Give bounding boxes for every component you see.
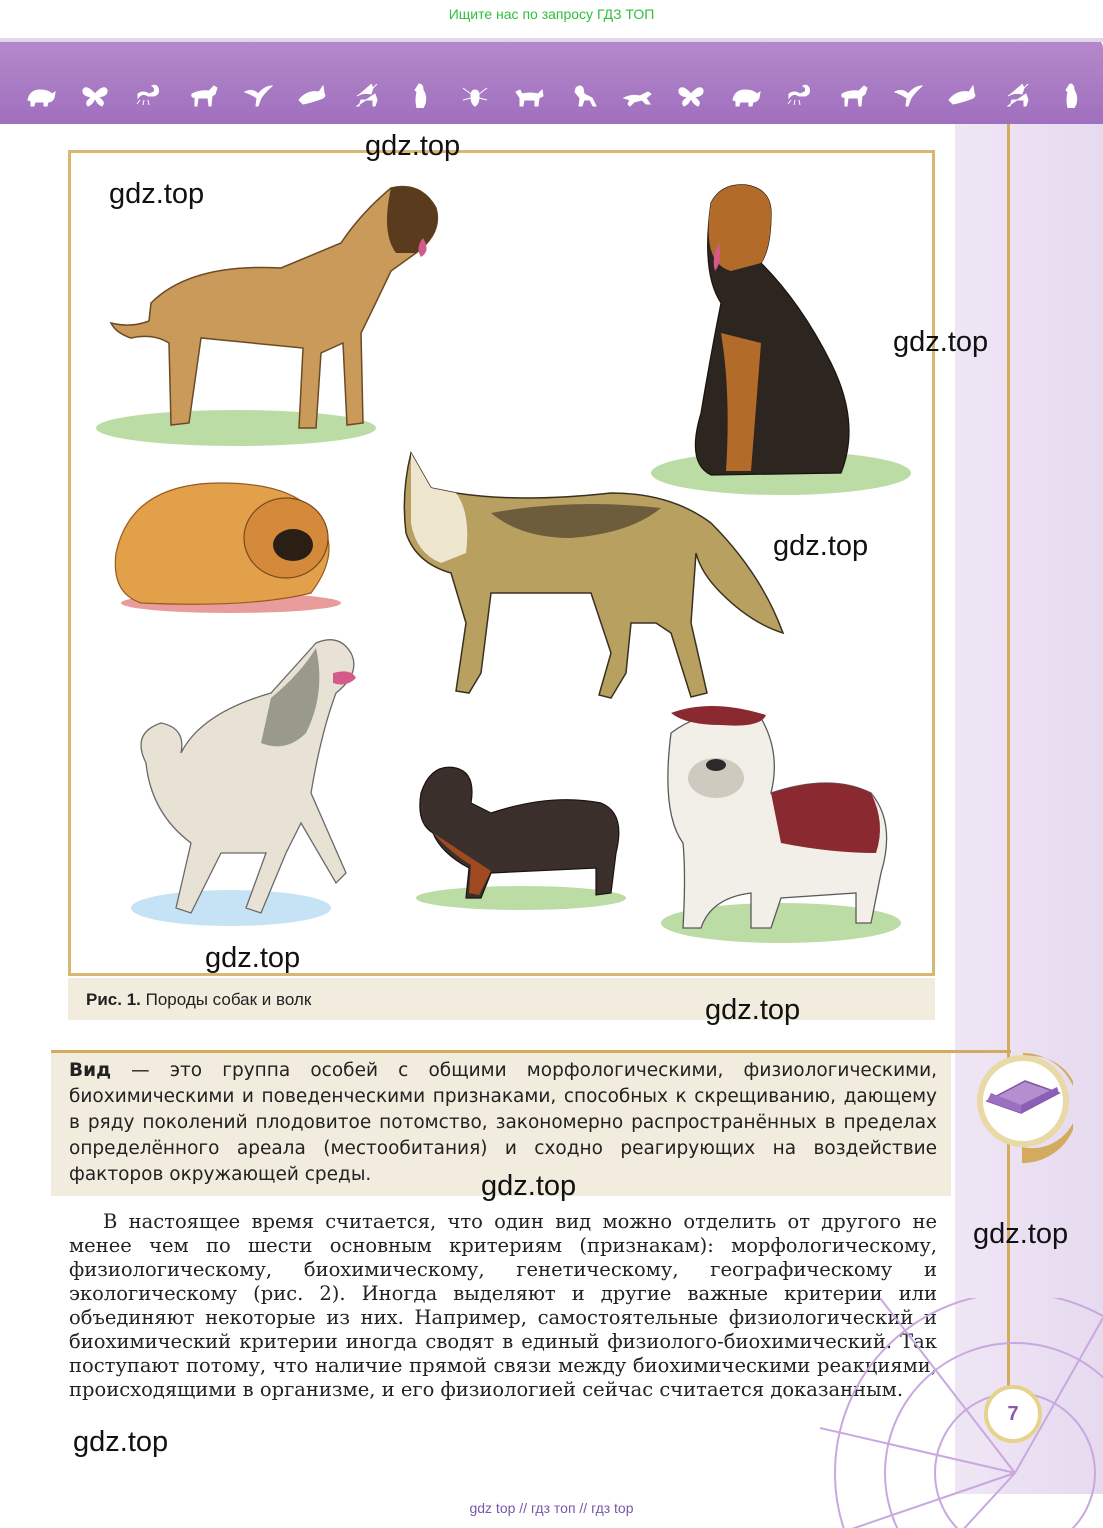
watermark: gdz.top: [973, 1218, 1069, 1250]
figure-caption: [86, 990, 311, 1010]
figure-caption-box: [68, 978, 935, 1020]
page-number: 7: [984, 1385, 1042, 1443]
dolphin-icon: [297, 82, 327, 108]
mastiff-illustration: [96, 187, 437, 446]
definition-body: — это группа особей с общими морфологическими, физиологическими, биохимическими и поведенческими признаками, способных к скрещиванию, дающему в ряду поколений плодовитое потомство, закономерно распространённых в пределах определённого ареала (местообитания) и сходно реагирующих на воздействие факторов окружающей среды.: [69, 1060, 937, 1185]
watermark: gdz.top: [73, 1426, 169, 1458]
definition-text: [69, 1058, 937, 1188]
body-paragraph: В настоящее время считается, что один вид можно отделить от другого не менее чем по шести основным критериям (признакам): морфологическому, физиологическому, биохимическому, генетическому, географическому и экологическому (рис. 2). Иногда выделяют и другие важные критерии или объединяют некоторые из них. Например, самостоятельные физиологический и биохимический критерии иногда сводят в единый физиолого-биохимический. Так поступают потому, что наличие прямой связи между биохимическими реакциями, происходящими в организме, и его физиологией сейчас считается доказанным.: [69, 1210, 937, 1401]
caption-text: Породы собак и волк: [145, 990, 312, 1009]
bird-icon: [893, 82, 923, 108]
penguin-icon: [1056, 82, 1086, 108]
caption-label: Рис. 1.: [86, 990, 141, 1009]
footer-links[interactable]: gdz top // гдз топ // гдз top: [469, 1500, 634, 1516]
definition-top-line: [51, 1050, 1011, 1053]
butterfly-icon: [80, 82, 110, 108]
scorpion-icon: [134, 82, 164, 108]
bulldog-illustration: [661, 706, 901, 943]
scorpion-icon: [785, 82, 815, 108]
bull-icon: [514, 82, 544, 108]
deer-icon: [1002, 82, 1032, 108]
watermark: gdz.top: [705, 994, 801, 1026]
watermark: gdz.top: [205, 942, 301, 974]
figure-dogs-and-wolf: [68, 150, 935, 976]
deer-icon: [351, 82, 381, 108]
dachshund-illustration: [416, 767, 626, 910]
book-icon: [973, 1051, 1073, 1163]
horse-icon: [839, 82, 869, 108]
butterfly-icon: [676, 82, 706, 108]
husky-illustration: [131, 640, 356, 926]
animal-silhouette-row: [26, 82, 1086, 112]
decorative-wheel: [820, 1298, 1103, 1528]
monkey-icon: [568, 82, 598, 108]
watermark: gdz.top: [365, 130, 461, 162]
rhino-icon: [731, 82, 761, 108]
dolphin-icon: [947, 82, 977, 108]
rhino-icon: [26, 82, 56, 108]
watermark: gdz.top: [481, 1170, 577, 1202]
insect-icon: [460, 82, 490, 108]
definition-term: Вид: [69, 1060, 112, 1081]
textbook-page: [0, 38, 1103, 1494]
airedale-terrier-illustration: [651, 185, 911, 495]
watermark: gdz.top: [109, 178, 205, 210]
watermark: gdz.top: [773, 530, 869, 562]
penguin-icon: [405, 82, 435, 108]
bird-icon: [243, 82, 273, 108]
pekingese-illustration: [115, 483, 341, 613]
horse-icon: [189, 82, 219, 108]
lizard-icon: [622, 82, 652, 108]
watermark: gdz.top: [893, 326, 989, 358]
header-band: [0, 38, 1103, 124]
top-link[interactable]: Ищите нас по запросу ГДЗ ТОП: [448, 6, 655, 22]
